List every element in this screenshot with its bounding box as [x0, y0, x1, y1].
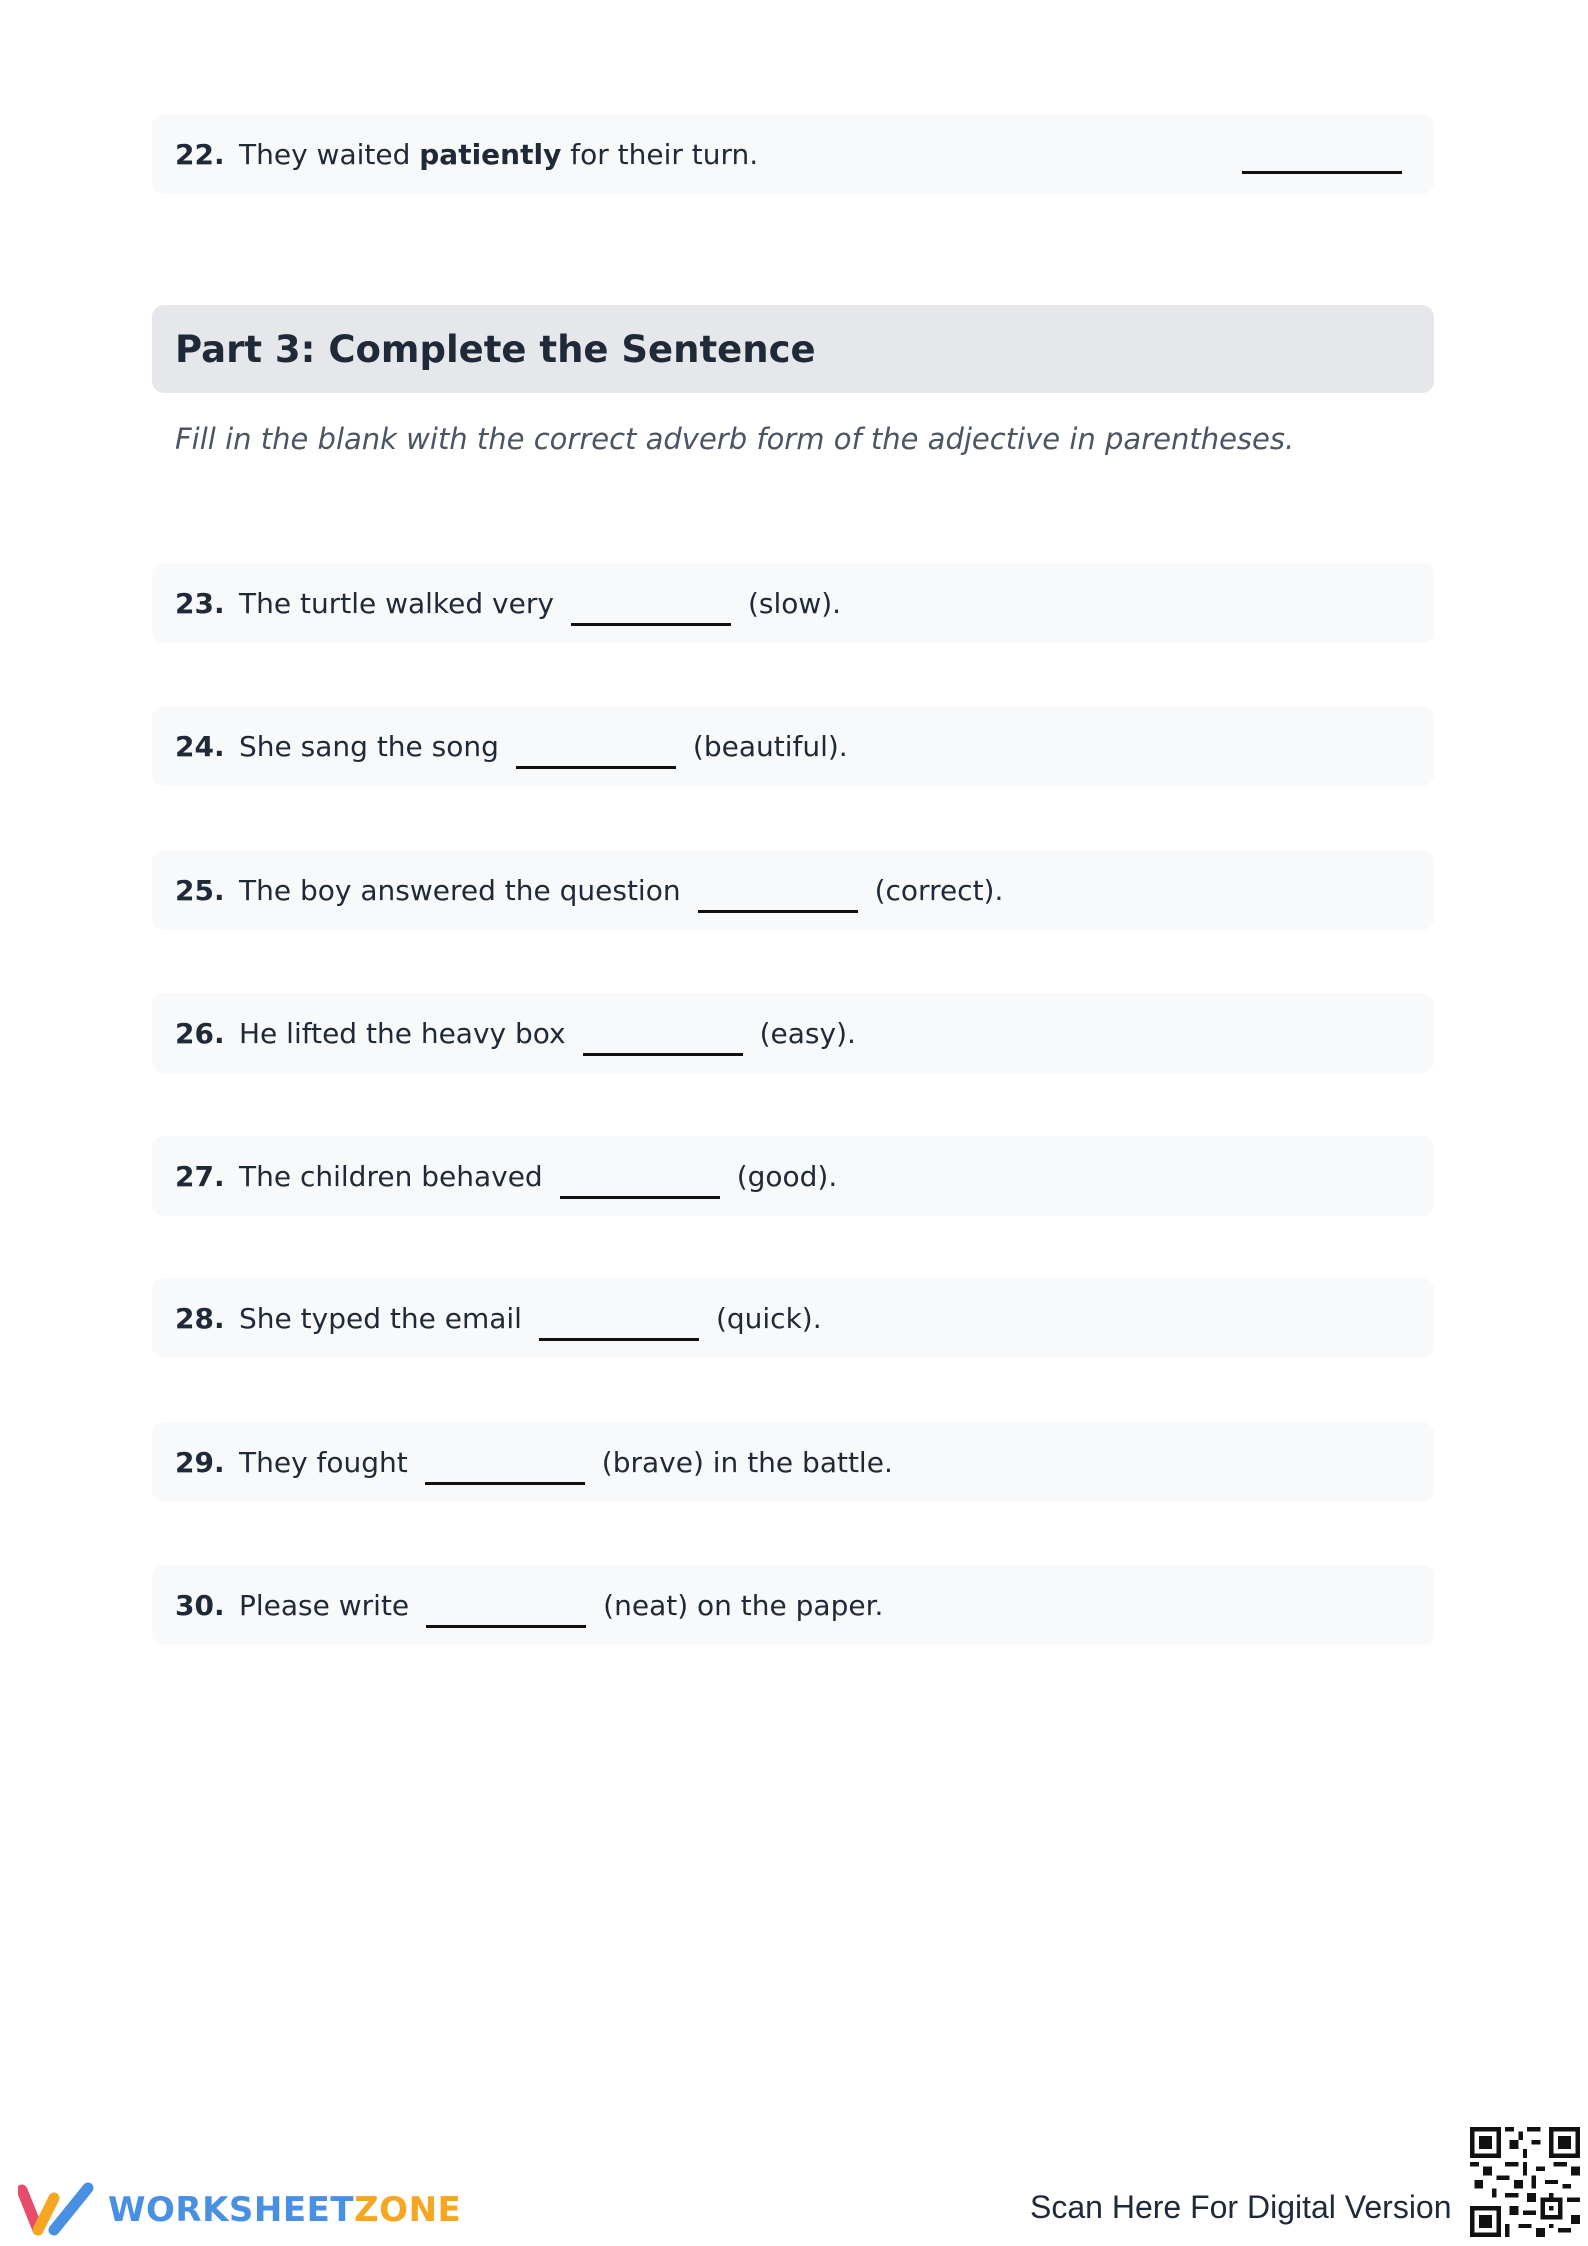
- question-number: 30.: [175, 1588, 225, 1622]
- brand-name-part1: WORKSHEET: [108, 2190, 355, 2230]
- answer-blank[interactable]: [516, 766, 676, 769]
- scan-here-label: Scan Here For Digital Version: [1030, 2189, 1452, 2225]
- question-row-22: [152, 114, 1434, 194]
- qr-code-icon[interactable]: [1470, 2127, 1580, 2237]
- part3-title: Part 3: Complete the Sentence: [175, 327, 816, 371]
- question-text-before: He lifted the heavy box: [239, 1016, 566, 1050]
- question-number: 28.: [175, 1301, 225, 1335]
- question-text-before: She typed the email: [239, 1301, 522, 1335]
- question-hint: (good).: [736, 1159, 838, 1193]
- answer-blank[interactable]: [583, 1053, 743, 1056]
- question-text-before: Please write: [239, 1588, 410, 1622]
- question-number: 23.: [175, 586, 225, 620]
- question-text-before: She sang the song: [239, 729, 499, 763]
- answer-blank[interactable]: [698, 910, 858, 913]
- question-row: [152, 850, 1434, 930]
- question-number: 24.: [175, 729, 225, 763]
- question-hint: (brave) in the battle.: [601, 1445, 893, 1479]
- brand-name-part2: ZONE: [354, 2190, 462, 2230]
- question-bold-word: patiently: [419, 137, 562, 171]
- part3-header: [152, 305, 1434, 393]
- question-text-before: The boy answered the question: [239, 873, 681, 907]
- answer-blank[interactable]: [571, 623, 731, 626]
- question-hint: (easy).: [759, 1016, 856, 1050]
- question-row: [152, 1565, 1434, 1645]
- answer-blank[interactable]: [426, 1625, 586, 1628]
- question-row: [152, 1422, 1434, 1502]
- question-text-before: They waited: [239, 137, 420, 171]
- question-row: [152, 706, 1434, 786]
- question-row: [152, 1136, 1434, 1216]
- question-hint: (correct).: [874, 873, 1004, 907]
- question-number: 26.: [175, 1016, 225, 1050]
- question-hint: (slow).: [747, 586, 842, 620]
- worksheetzone-logo-icon: [18, 2180, 96, 2240]
- answer-blank[interactable]: [1242, 171, 1402, 174]
- question-number: 25.: [175, 873, 225, 907]
- question-text: [239, 138, 758, 171]
- question-row: [152, 993, 1434, 1073]
- question-row: [152, 1278, 1434, 1358]
- question-number: 22.: [175, 137, 225, 171]
- question-text-before: The children behaved: [239, 1159, 543, 1193]
- brand-name: [108, 2190, 461, 2230]
- question-hint: (beautiful).: [692, 729, 848, 763]
- question-text-after: for their turn.: [561, 137, 759, 171]
- question-hint: (quick).: [715, 1301, 822, 1335]
- part3-instruction: Fill in the blank with the correct adverb form of the adjective in parentheses.: [175, 422, 1295, 456]
- question-hint: (neat) on the paper.: [603, 1588, 884, 1622]
- question-text-before: They fought: [239, 1445, 408, 1479]
- answer-blank[interactable]: [425, 1482, 585, 1485]
- question-number: 27.: [175, 1159, 225, 1193]
- answer-blank[interactable]: [539, 1338, 699, 1341]
- question-text-before: The turtle walked very: [239, 586, 554, 620]
- question-number: 29.: [175, 1445, 225, 1479]
- brand-logo: [18, 2180, 461, 2240]
- question-row: [152, 563, 1434, 643]
- answer-blank[interactable]: [560, 1196, 720, 1199]
